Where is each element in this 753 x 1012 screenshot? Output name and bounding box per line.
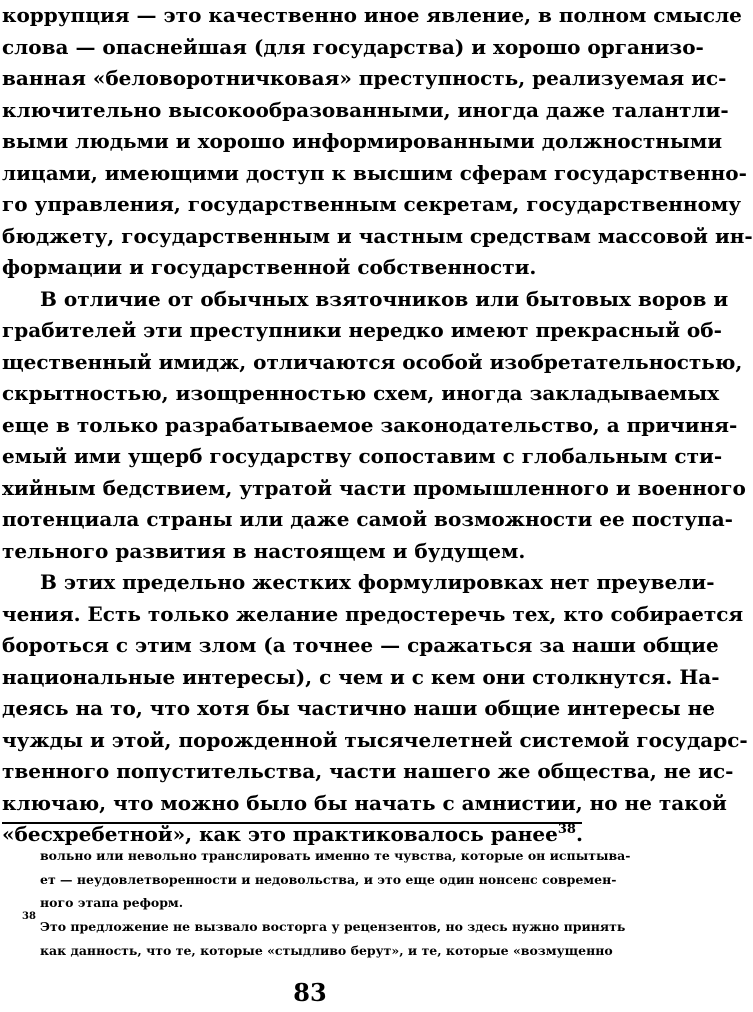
text-line: щественный имидж, отличаются особой изобретательностью, [2, 349, 743, 374]
text-line: еще в только разрабатываемое законодательство, а причиня- [2, 412, 738, 437]
text-line: выми людьми и хорошо информированными должностными [2, 129, 723, 153]
text-line: ключительно высокообразованными, иногда даже талантли- [2, 97, 729, 122]
footnote-line: Это предложение не вызвало восторга у рецензентов, но здесь нужно принять [40, 919, 626, 934]
footnote-38 [40, 915, 626, 962]
text-line: ключаю, что можно было бы начать с амнистии, но не такой [2, 790, 727, 815]
text-line: чужды и этой, порожденной тысячелетней системой государс- [2, 727, 748, 752]
footnote-line: ет — неудовлетворенности и недовольства, и это еще один нонсенс современ- [40, 871, 617, 887]
text-line: грабителей эти преступники нередко имеют прекрасный об- [2, 318, 722, 342]
text-line: твенного попустительства, части нашего же общества, не ис- [2, 759, 734, 783]
text-line: формации и государственной собственности. [2, 255, 537, 279]
last-text-line: «бесхребетной», как это практиковалось ранее$^{38}$. [2, 822, 583, 846]
text-line: ванная «беловоротничковая» преступность, реализуемая ис- [2, 66, 727, 90]
text-line: лицами, имеющими доступ к высшим сферам государственно- [2, 160, 747, 185]
footnote-divider [2, 822, 582, 824]
text-line: бюджету, государственным и частным средствам массовой ин- [2, 223, 753, 248]
footnote-continuation [40, 844, 631, 915]
text-line: го управления, государственным секретам, государственному [2, 192, 742, 216]
footnote-line: ного этапа реформ. [40, 895, 184, 911]
text-line: тельного развития в настоящем и будущем. [2, 538, 526, 563]
footnote-number: 38 [22, 911, 36, 922]
main-text [2, 0, 753, 851]
text-line-content: «бесхребетной», как это практиковалось ранее [2, 822, 558, 846]
page-number: 83 [293, 978, 327, 1007]
footnote-line: как данность, что те, которые «стыдливо берут», и те, которые «возмущенно [40, 942, 613, 958]
text-line: чения. Есть только желание предостеречь тех, кто собирается [2, 601, 744, 626]
text-line: емый ими ущерб государству сопоставим с глобальным сти- [2, 444, 723, 468]
text-line: хийным бедствием, утратой части промышленного и военного [2, 475, 746, 500]
footnote-reference[interactable]: 38 [557, 822, 576, 837]
text-line: скрытностью, изощренностью схем, иногда закладываемых [2, 381, 720, 405]
paragraph-start-line: В отличие от обычных взяточников или бытовых воров и [40, 286, 729, 311]
text-line: бороться с этим злом (а точнее — сражаться за наши общие [2, 633, 719, 657]
paragraph-start-line: В этих предельно жестких формулировках нет преувели- [40, 570, 715, 594]
text-line: национальные интересы), с чем и с кем они столкнутся. На- [2, 664, 720, 689]
text-line: слова — опаснейшая (для государства) и хорошо организо- [2, 34, 704, 59]
footnote-line: вольно или невольно транслировать именно те чувства, которые он испытыва- [40, 848, 631, 863]
text-line: потенциала страны или даже самой возможности ее поступа- [2, 507, 733, 531]
text-line: коррупция — это качественно иное явление, в полном смысле [2, 3, 742, 27]
text-line: деясь на то, что хотя бы частично наши общие интересы не [2, 696, 716, 720]
